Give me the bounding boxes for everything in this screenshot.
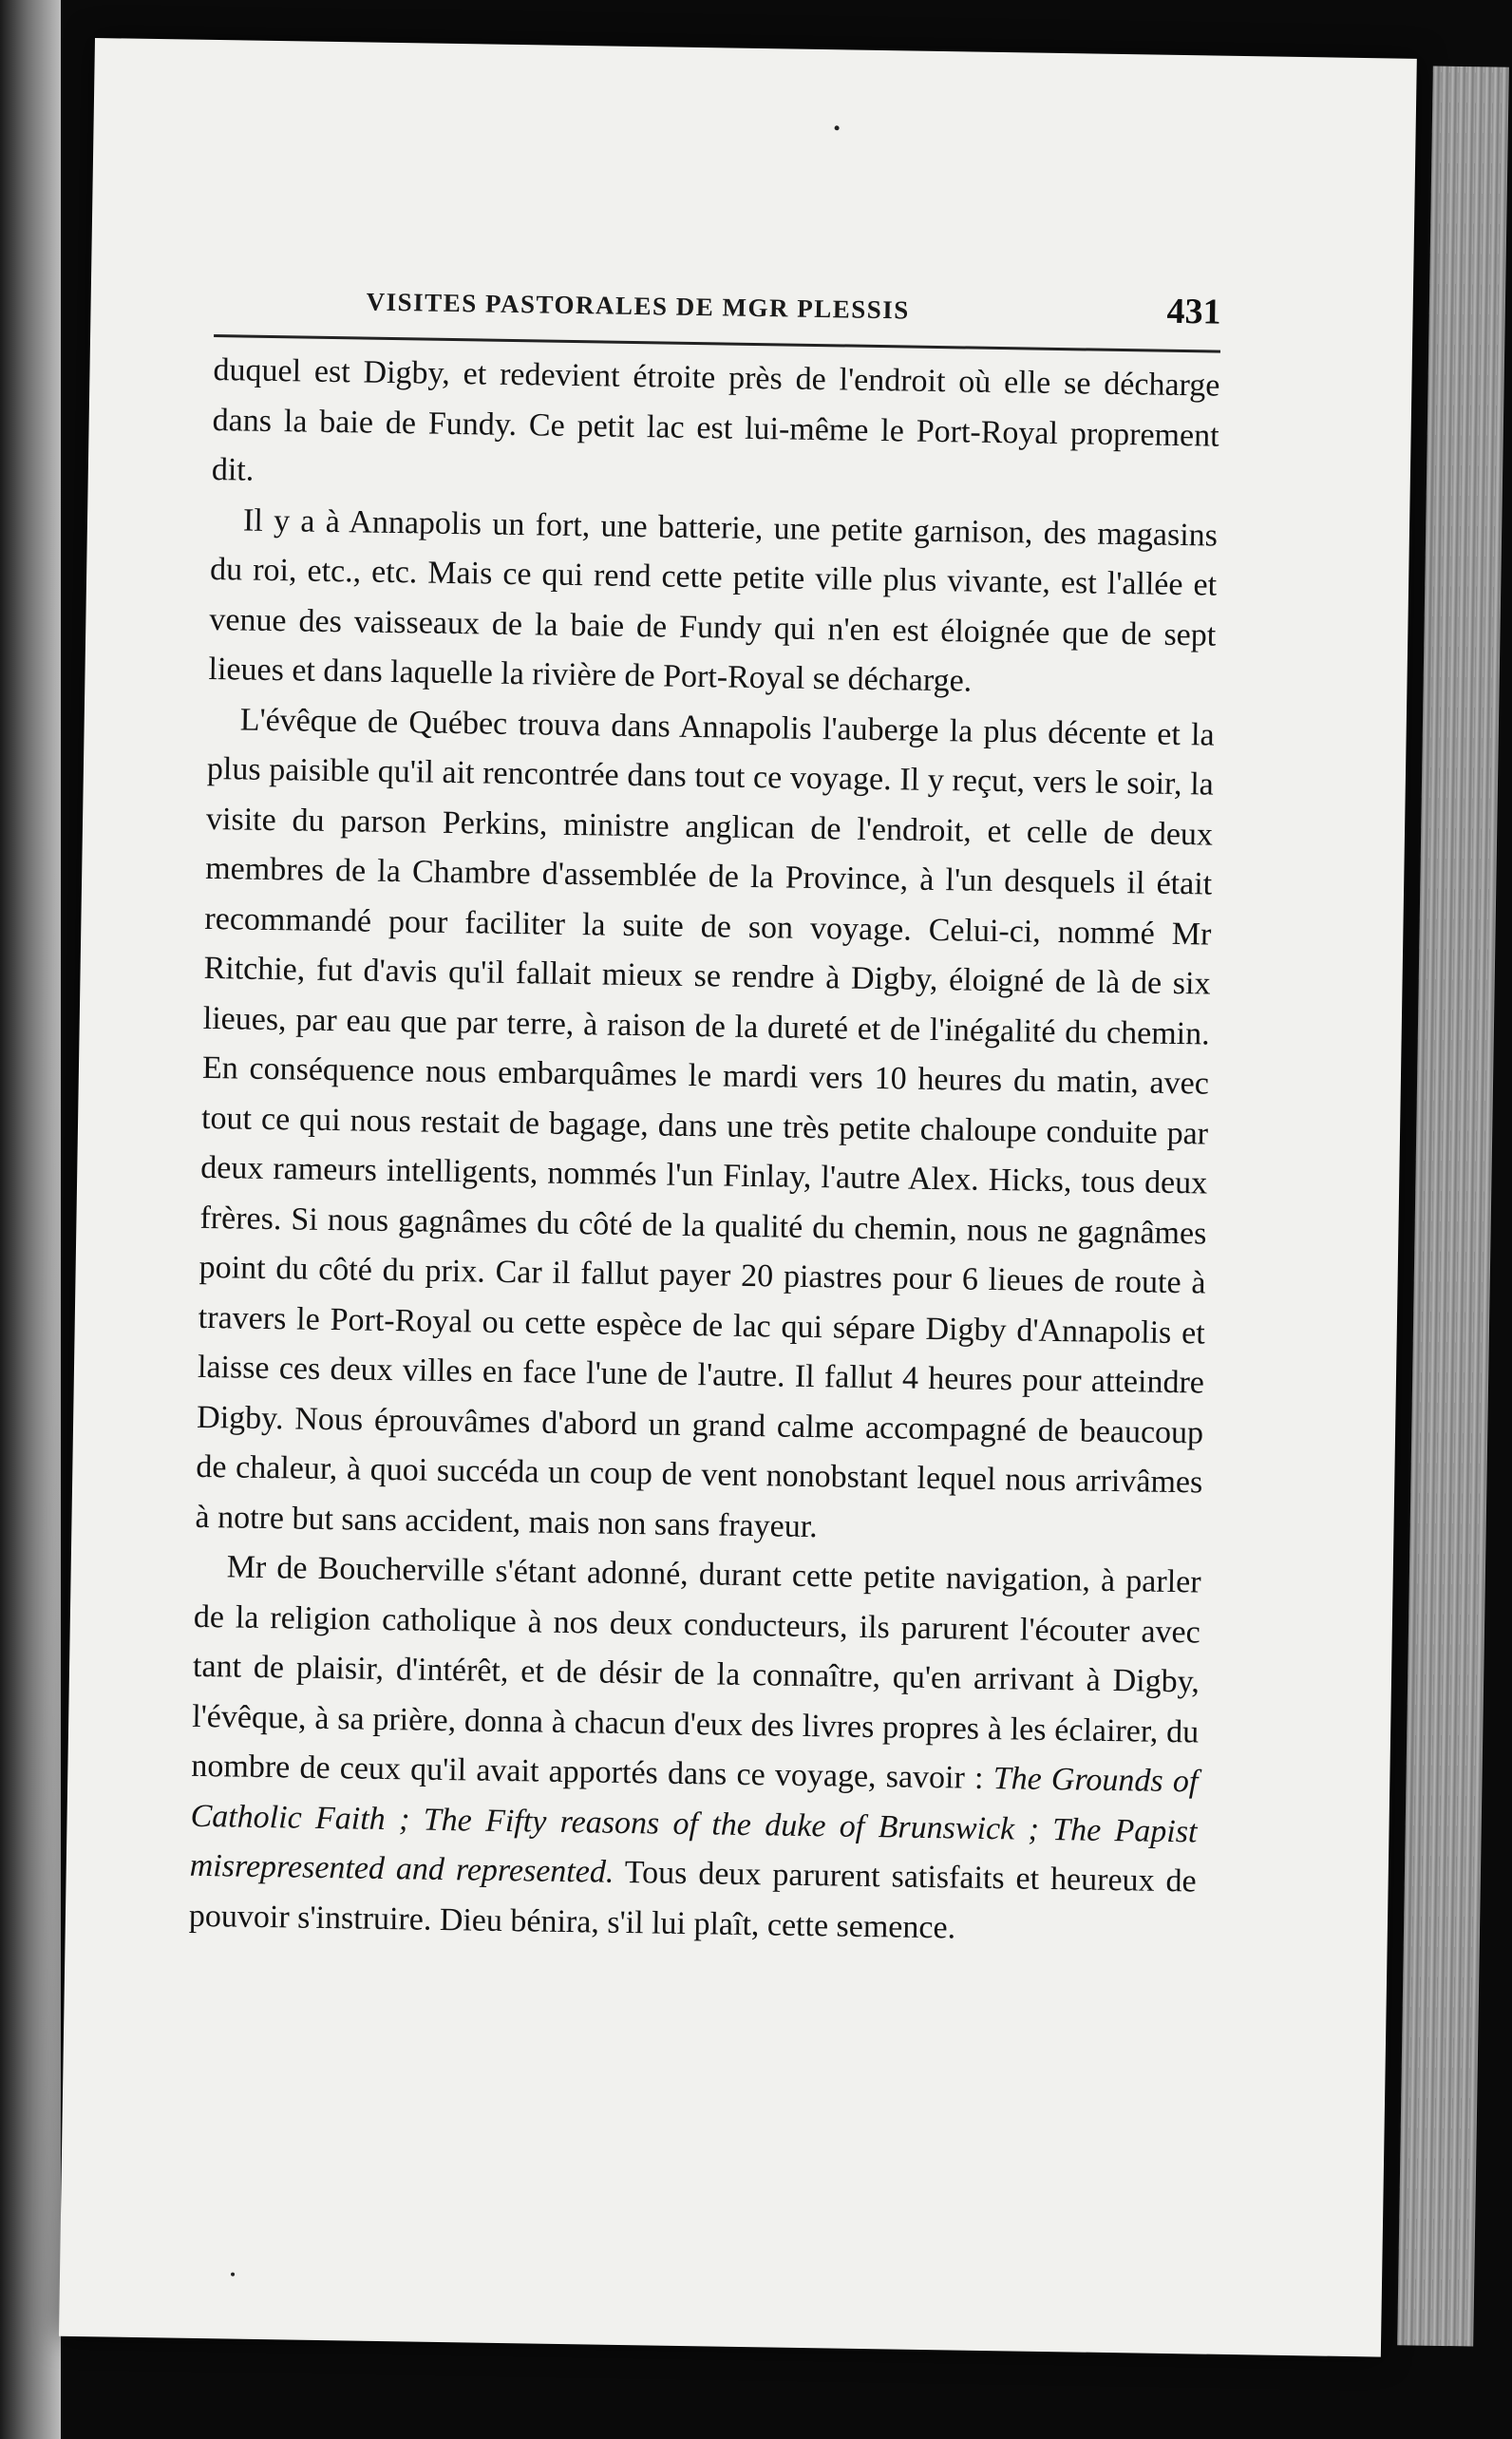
page-number: 431 [1166, 291, 1221, 332]
print-speck [835, 125, 840, 130]
running-title: VISITES PASTORALES DE MGR PLESSIS [366, 287, 911, 325]
book-page [59, 38, 1417, 2357]
body-text [189, 346, 1220, 1957]
print-speck [231, 2273, 235, 2277]
paragraph-4-end: Tous deux parurent satisfaits et heureux de pouvoir s'instruire. Dieu bénira, s'il lui plaît, cette semence. [188, 1855, 1197, 1945]
paragraph-4-text: Mr de Boucherville s'étant adonné, durant cette petite navigation, à parler de la religion catholique à nos deux conducteurs, ils parurent l'écouter avec tant de plaisir, d'intérêt, et de désir de la connaître, qu'en arrivant à Digby, l'évêque, à sa prière, donna à chacun d'eux des livres propres à les éclairer, du nombre de ceux qu'il avait apportés dans ce voyage, savoir : [191, 1549, 1201, 1796]
paragraph-4 [189, 1542, 1201, 1957]
paragraph-1: duquel est Digby, et redevient étroite près de l'endroit où elle se décharge dans la baie de Fundy. Ce petit lac est lui-même le Port-Royal proprement dit. [211, 352, 1220, 488]
book-page-stack [1397, 66, 1509, 2347]
facing-page-edge [0, 0, 61, 2439]
paragraph-3: L'évêque de Québec trouva dans Annapolis l'auberge la plus décente et la plus paisible qu'il ait rencontrée dans tout ce voyage. Il y reçut, vers le soir, la visite du parson Perkins, ministre anglican de l'endroit, et celle de deux membres de la Chambre d'assemblée de la Province, à l'un desquels il était recommandé pour faciliter la suite de son voyage. Celui-ci, nommé Mr Ritchie, fut d'avis qu'il fallait mieux se rendre à Digby, éloigné de là de six lieues, par eau que par terre, à raison de la dureté et de l'inégalité du chemin. En conséquence nous embarquâmes le mardi vers 10 heures du matin, avec tout ce qui nous restait de bagage, dans une très petite chaloupe conduite par deux rameurs intelligents, nommés l'un Finlay, l'autre Alex. Hicks, tous deux frères. Si nous gagnâmes du côté de la qualité du chemin, nous ne gagnâmes point du côté du prix. Car il fallut payer 20 piastres pour 6 lieues de route à travers le Port-Royal ou cette espèce de lac qui sépare Digby d'Annapolis et laisse ces deux villes en face l'une de l'autre. Il fallut 4 heures pour atteindre Digby. Nous éprouvâmes d'abord un grand calme accompagné de beaucoup de chaleur, à quoi succéda un coup de vent nonobstant lequel nous arrivâmes à notre but sans accident, mais non sans frayeur. [195, 701, 1215, 1544]
book-titles: The Grounds of Catholic Faith ; The Fifty reasons of the duke of Brunswick ; The Papist misrepresented and represented. [189, 1761, 1199, 1890]
running-head [214, 277, 1221, 353]
paragraph-2: Il y a à Annapolis un fort, une batterie, une petite garnison, des magasins du roi, etc., etc. Mais ce qui rend cette petite ville plus vivante, est l'allée et venue des vaisseaux de la baie de Fundy qui n'en est éloignée que de sept lieues et dans laquelle la rivière de Port-Royal se décharge. [208, 502, 1219, 699]
